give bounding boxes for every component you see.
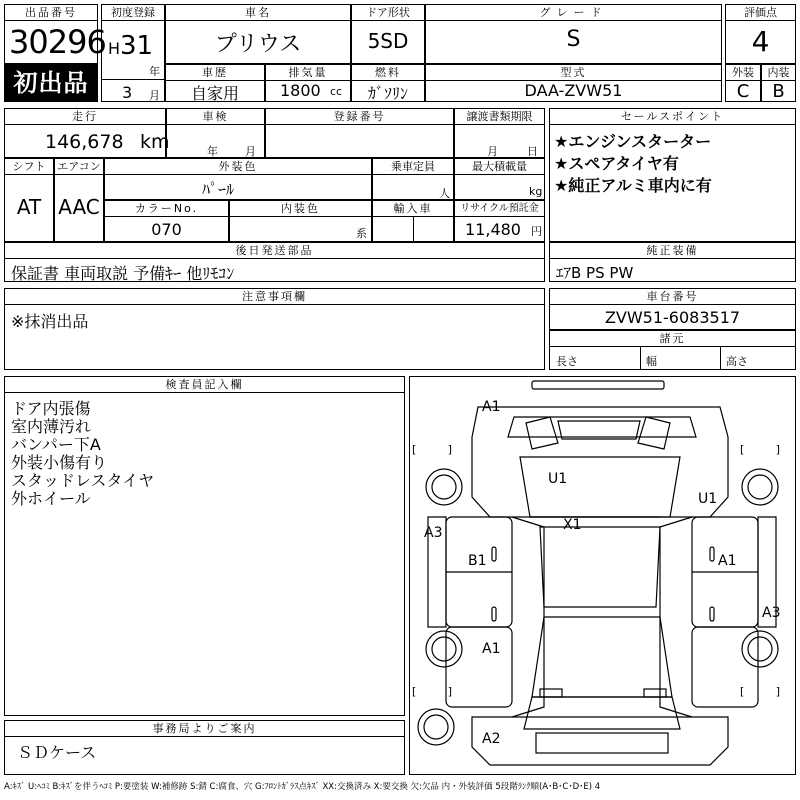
score-box (725, 4, 796, 64)
transfer-deadline-label: 譲渡書類期限 (455, 109, 544, 125)
inspector-line: 外ホイール (11, 489, 91, 508)
interior-box (761, 64, 796, 102)
door-type-label: ドア形状 (352, 5, 424, 21)
inspector-label: 検査員記入欄 (5, 377, 404, 393)
exterior-color: ﾊﾟｰﾙ (201, 180, 234, 199)
interior-color-label: 内装色 (230, 201, 371, 217)
caution-note: ※抹消出品 (11, 312, 89, 331)
damage-mark: U1 (548, 471, 568, 487)
caution-label: 注意事項欄 (5, 289, 544, 305)
aircon: AAC (58, 195, 100, 219)
max-load-unit: kg (529, 185, 543, 198)
transfer-deadline-box (454, 108, 545, 158)
chassis-label: 車台番号 (550, 289, 795, 305)
later-parts-box (4, 242, 545, 282)
model-box (425, 64, 722, 102)
grade: S (566, 27, 581, 52)
exterior-label: 外装 (726, 65, 760, 81)
car-name-box (165, 4, 351, 64)
equipment-label: 純正装備 (550, 243, 795, 259)
later-parts-label: 後日発送部品 (5, 243, 544, 259)
dimensions-label: 諸元 (550, 331, 795, 347)
inspection-box (166, 108, 265, 158)
interior-color-unit: 系 (356, 227, 367, 240)
length-label: 長さ (556, 355, 578, 368)
recycle-label: リサイクル預託金 (455, 201, 544, 217)
recycle-box (454, 200, 545, 242)
inspector-line: 室内薄汚れ (11, 417, 92, 436)
import-box (372, 200, 454, 242)
mileage-box (4, 108, 170, 158)
model-label: 型式 (426, 65, 721, 81)
door-type-box (351, 4, 425, 64)
chassis-box (549, 288, 796, 330)
displacement-box (265, 64, 351, 102)
mileage-unit: km (140, 131, 170, 153)
interior-grade: B (772, 81, 785, 102)
damage-mark: A2 (482, 731, 501, 747)
first-listing-stamp: 初出品 (4, 64, 98, 102)
max-load-box (454, 158, 545, 200)
inspector-line: ドア内張傷 (11, 399, 91, 418)
score: 4 (751, 25, 770, 58)
recycle-fee: 11,480 (465, 220, 521, 239)
history: 自家用 (190, 84, 239, 103)
capacity-label: 乗車定員 (373, 159, 453, 175)
inspector-line: スタッドレスタイヤ (11, 471, 155, 490)
fuel: ｶﾞｿﾘﾝ (367, 84, 408, 103)
damage-mark: U1 (698, 491, 718, 507)
legend: A:ｷｽﾞ U:ﾍｺﾐ B:ｷｽﾞを伴うﾍｺﾐ P:要塗装 W:補修跡 S:錆 C:腐食、穴 G:ﾌﾛﾝﾄｶﾞﾗｽ点ｷｽﾞ XX:交換済み X:要交換 欠:欠品 内・外装評価 5段階ﾗﾝｸ順(A･B･C･D･E) 4 (4, 782, 601, 792)
displacement: 1800 (280, 81, 321, 100)
max-load-label: 最大積載量 (455, 159, 544, 175)
displacement-label: 排気量 (266, 65, 350, 81)
shift: AT (16, 195, 42, 219)
registration-month: 3 (122, 83, 133, 102)
height-label: 高さ (726, 355, 748, 368)
exterior-color-box (104, 158, 372, 200)
era: H (108, 39, 121, 58)
sales-points-label: セールスポイント (550, 109, 795, 125)
inspection-label: 車検 (167, 109, 264, 125)
damage-mark: A1 (482, 641, 501, 657)
chassis-number: ZVW51-6083517 (604, 308, 741, 327)
lot-number-box (4, 4, 106, 64)
mileage-label: 走行 (5, 109, 165, 125)
car-name: プリウス (214, 32, 302, 57)
fuel-box (351, 64, 425, 102)
registration-year: 31 (120, 31, 154, 61)
model-code: DAA-ZVW51 (524, 81, 623, 100)
damage-mark: A1 (718, 553, 737, 569)
aircon-label: エアコン (55, 159, 103, 175)
inspector-box (4, 376, 405, 716)
color-number: 070 (151, 220, 182, 239)
lot-number: 30296 (9, 23, 106, 61)
mileage: 146,678 (45, 131, 124, 153)
fuel-label: 燃料 (352, 65, 424, 81)
capacity-box (372, 158, 454, 200)
color-number-label: カラーNo. (105, 201, 228, 217)
grade-box (425, 4, 722, 64)
exterior-grade: C (736, 81, 750, 102)
history-label: 車歴 (166, 65, 264, 81)
wheel-bracket: [ ] (412, 443, 467, 456)
equipment-box (549, 242, 796, 282)
grade-label: グレード (426, 5, 721, 21)
exterior-color-label: 外装色 (105, 159, 371, 175)
caution-box (4, 288, 545, 370)
equipment: ｴｱB PS PW (556, 264, 634, 282)
import-label: 輸入車 (373, 201, 453, 217)
car-diagram-svg (410, 377, 795, 774)
later-parts: 保証書 車両取説 予備ｷｰ 他ﾘﾓｺﾝ (11, 264, 235, 283)
office-label: 事務局よりご案内 (5, 721, 404, 737)
inspection-month-unit: 月 (245, 145, 256, 158)
first-registration-label: 初度登録 (102, 5, 164, 21)
capacity-unit: 人 (439, 187, 450, 200)
inspection-year-unit: 年 (207, 145, 218, 158)
car-name-label: 車名 (166, 5, 350, 21)
sales-point: ★純正アルミ車内に有 (554, 176, 712, 195)
month-unit: 月 (149, 89, 160, 102)
recycle-unit: 円 (531, 225, 542, 238)
transfer-month-unit: 月 (487, 145, 498, 158)
office-note: ＳＤケース (17, 743, 97, 762)
car-diagram (409, 376, 796, 775)
first-registration-box (101, 4, 165, 102)
aircon-box (54, 158, 104, 242)
damage-mark: X1 (563, 517, 582, 533)
color-number-box (104, 200, 229, 242)
year-unit: 年 (149, 65, 160, 78)
shift-box (4, 158, 54, 242)
wheel-bracket: [ ] (740, 443, 795, 456)
damage-mark: A1 (482, 399, 501, 415)
exterior-box (725, 64, 761, 102)
lot-number-label: 出品番号 (5, 5, 97, 21)
shift-label: シフト (5, 159, 53, 175)
inspector-line: 外装小傷有り (11, 453, 108, 472)
sales-points-box (549, 108, 796, 242)
office-box (4, 720, 405, 775)
damage-mark: A3 (762, 605, 781, 621)
width-label: 幅 (646, 355, 657, 368)
interior-color-box (229, 200, 372, 242)
score-label: 評価点 (726, 5, 795, 21)
history-box (165, 64, 265, 102)
damage-mark: B1 (468, 553, 487, 569)
dimensions-box (549, 330, 796, 370)
damage-mark: A3 (424, 525, 443, 541)
sales-point: ★エンジンスターター (554, 132, 712, 151)
transfer-day-unit: 日 (527, 145, 538, 158)
inspector-line: バンパー下A (11, 435, 101, 454)
displacement-unit: cc (330, 85, 343, 98)
interior-label: 内装 (762, 65, 795, 81)
wheel-bracket: [ ] (412, 685, 467, 698)
wheel-bracket: [ ] (740, 685, 795, 698)
door-type: 5SD (367, 29, 409, 53)
registration-number-label: 登録番号 (266, 109, 453, 125)
sales-point: ★スペアタイヤ有 (554, 154, 679, 173)
registration-number-box (265, 108, 454, 158)
